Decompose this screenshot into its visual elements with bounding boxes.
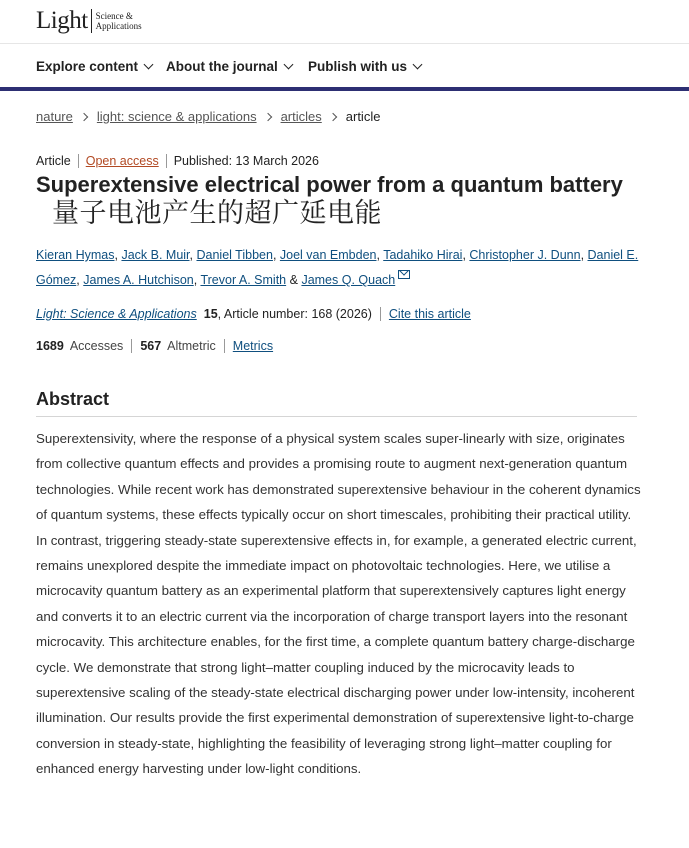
article-title-chinese: 量子电池产生的超广延电能 [52, 198, 382, 228]
author-ampersand: & [289, 273, 298, 287]
citation-line [36, 307, 471, 321]
accesses-label: Accesses [69, 339, 124, 353]
nav-item-label: About the journal [166, 59, 278, 74]
volume-number: 15 [203, 307, 218, 321]
accesses-count: 1689 [36, 339, 64, 353]
email-icon[interactable] [398, 270, 410, 279]
nav-item-label: Publish with us [308, 59, 408, 74]
breadcrumb-articles[interactable]: articles [280, 109, 322, 124]
breadcrumb [36, 109, 380, 124]
article-meta [36, 154, 319, 168]
site-header [0, 0, 689, 44]
altmetric-label: Altmetric [167, 339, 216, 353]
nav-item-label: Explore content [36, 59, 139, 74]
author-link[interactable]: Daniel E. Gómez [36, 248, 639, 287]
breadcrumb-current: article [345, 109, 381, 124]
cite-article-link[interactable]: Cite this article [388, 307, 471, 321]
author-list: Kieran Hymas, Jack B. Muir, Daniel Tibben, Joel van Embden, Tadahiko Hirai, Christopher J. Dunn, Daniel E. Gómez, James A. Hutchison, Trevor A. Smith & James Q. Quach [36, 248, 639, 287]
author-link[interactable]: James A. Hutchison [83, 273, 194, 287]
author-link-corresponding[interactable]: James Q. Quach [301, 273, 396, 287]
divider [380, 307, 381, 321]
nav-accent-bar [0, 87, 689, 91]
chevron-right-icon [329, 112, 337, 120]
nav-publish-with-us[interactable] [308, 59, 421, 74]
logo-wordmark: Light [36, 7, 88, 34]
logo-subtitle [96, 11, 142, 31]
article-type: Article [36, 154, 71, 168]
author-link[interactable]: Tadahiko Hirai [383, 248, 463, 262]
article-metrics [36, 339, 273, 353]
logo-subtitle-line1: Science & [95, 11, 133, 21]
author-link[interactable]: Jack B. Muir [121, 248, 190, 262]
chevron-down-icon [144, 60, 154, 70]
nav-about-journal[interactable] [166, 59, 292, 74]
article-number: , Article number: 168 (2026) [217, 307, 372, 321]
article-title-english: Superextensive electrical power from a quantum battery [36, 172, 623, 197]
breadcrumb-nature[interactable]: nature [36, 109, 73, 124]
journal-link[interactable]: Light: Science & Applications [36, 307, 197, 321]
article-title [36, 170, 646, 229]
metrics-link[interactable]: Metrics [232, 339, 274, 353]
author-link[interactable]: Daniel Tibben [196, 248, 273, 262]
chevron-down-icon [413, 60, 423, 70]
chevron-right-icon [80, 112, 88, 120]
published-date: Published: 13 March 2026 [173, 154, 319, 168]
divider [131, 339, 132, 353]
divider [224, 339, 225, 353]
author-link[interactable]: Joel van Embden [279, 248, 377, 262]
altmetric-count: 567 [140, 339, 162, 353]
author-link[interactable]: Christopher J. Dunn [469, 248, 581, 262]
author-link[interactable]: Kieran Hymas [36, 248, 115, 262]
chevron-right-icon [263, 112, 271, 120]
breadcrumb-journal[interactable]: light: science & applications [96, 109, 257, 124]
abstract-heading: Abstract [36, 389, 110, 409]
section-divider [36, 416, 637, 417]
logo-subtitle-line2: Applications [95, 21, 142, 31]
abstract-text: Superextensivity, where the response of a physical system scales super-linearly with size, originates from collective quantum effects and provides a promising route to augment next-generation quantum technologies. While recent work has demonstrated superextensive behaviour in the coherent dynamics of quantum systems, these effects typically occur on short timescales, prohibiting their practical utility. In contrast, triggering steady-state superextensive effects in, for example, a generated electric current, remains unexplored despite the immediate impact on photovoltaic technologies. Here, we utilise a microcavity quantum battery as an experimental platform that superextensively captures light energy and converts it to an electric current via the incorporation of charge transport layers into the resonant microcavity. This architecture enables, for the first time, a complete quantum battery charge-discharge cycle. We demonstrate that strong light–matter coupling induced by the microcavity leads to superextensive scaling of the steady-state electrical discharging power under low-intensity, incoherent illumination. Our results provide the first experimental demonstration of superextensive light-to-charge conversion in steady-state, highlighting the feasibility of leveraging strong light–matter coupling for enhanced energy harvesting under low-light conditions. [36, 431, 641, 777]
author-link[interactable]: Trevor A. Smith [200, 273, 287, 287]
open-access-link[interactable]: Open access [85, 154, 159, 168]
journal-logo[interactable] [36, 7, 142, 35]
logo-divider [91, 9, 92, 33]
divider [78, 154, 79, 168]
divider [166, 154, 167, 168]
nav-explore-content[interactable] [36, 59, 152, 74]
main-nav [0, 44, 689, 89]
chevron-down-icon [283, 60, 293, 70]
